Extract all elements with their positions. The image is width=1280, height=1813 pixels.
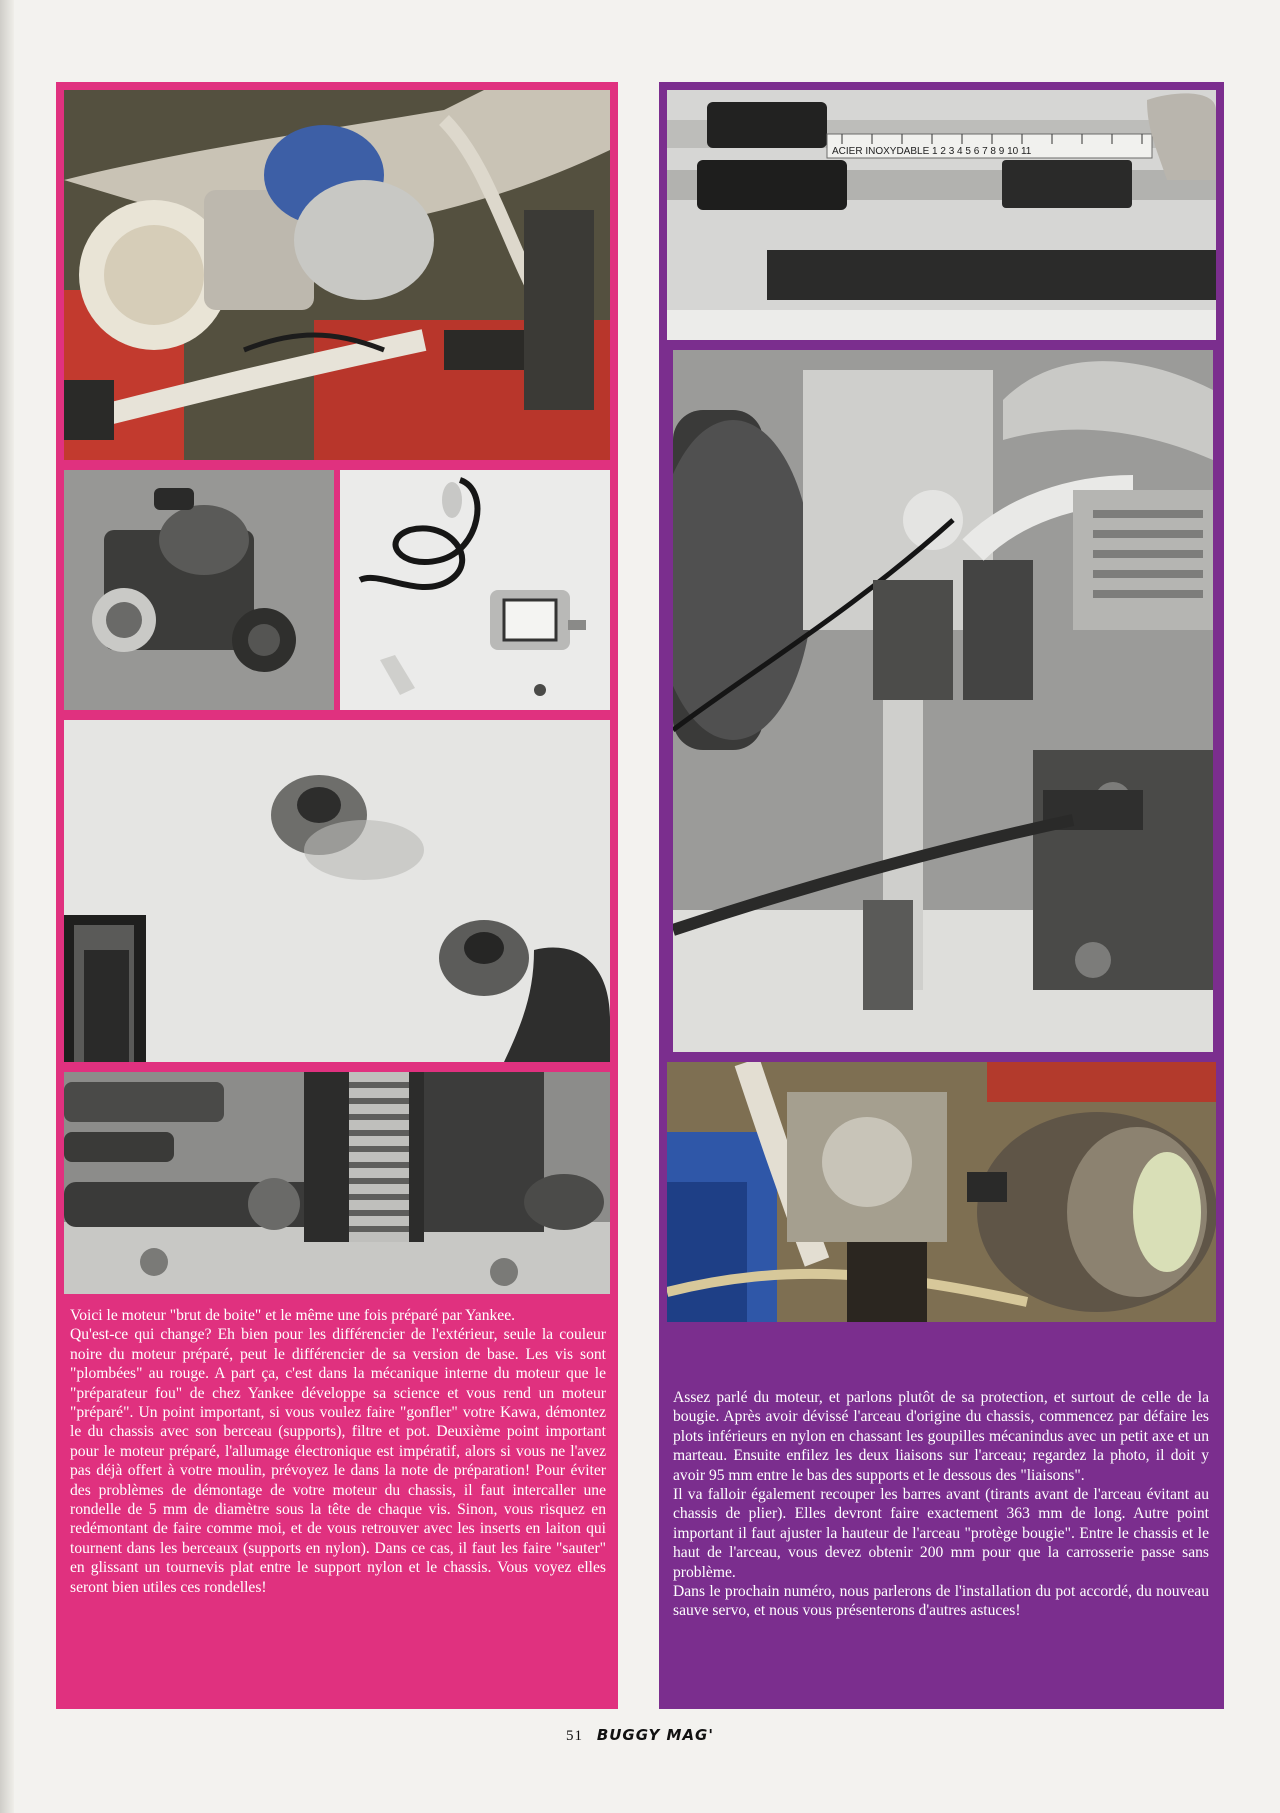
photo-electronic-ignition-parts [340, 470, 610, 710]
right-article-column [659, 82, 1224, 1709]
right-paragraph-next-issue: Dans le prochain numéro, nous parlerons de l'installation du pot accordé, du nouveau sauve servo, et nous vous présenterons d'autres astuces! [673, 1583, 1209, 1620]
left-paragraph-intro: Voici le moteur "brut de boite" et le même une fois préparé par Yankee. [70, 1307, 516, 1324]
right-article-text [673, 1388, 1209, 1621]
photo-chassis-gear-closeup [64, 1072, 610, 1294]
photo-roll-bar-spark-plug [673, 350, 1213, 1052]
photo-carburetor-air-filter [667, 1062, 1216, 1322]
page-number: 51 [566, 1728, 584, 1744]
photo-engine-raw [64, 470, 334, 710]
photo-ruler-liaisons [667, 90, 1216, 340]
magazine-name: BUGGY MAG' [596, 1726, 714, 1744]
left-article-text [70, 1306, 606, 1597]
right-paragraph-bars: Il va falloir également recouper les barres avant (tirants avant de l'arceau évitant au chassis de plier). Elles devront faire exactement 363 mm de long. Autre point important il faut ajuster la hauteur de l'arceau "protège bougie". Entre le chassis et le haut de l'arceau, vous devez obtenir 200 mm pour que la carrosserie passe sans problème. [673, 1486, 1209, 1581]
left-article-column [56, 82, 618, 1709]
ruler-markings: ACIER INOXYDABLE 1 2 3 4 5 6 7 8 9 10 11 [832, 146, 1032, 157]
right-paragraph-protection: Assez parlé du moteur, et parlons plutôt de sa protection, et surtout de celle de la bougie. Après avoir dévissé l'arceau d'origine du chassis, commencez par défaire les plots inférieurs en nylon en chassant les goupilles mécanindus avec un petit axe et un marteau. Ensuite enfilez les deux liaisons sur l'arceau; regardez la photo, il doit y avoir 95 mm entre le bas des supports et le dessous des "liaisons". [673, 1389, 1209, 1484]
photo-washer-screw-closeup [64, 720, 610, 1062]
page-spine-shadow [0, 0, 14, 1813]
page-footer [0, 1726, 1280, 1745]
left-paragraph-body: Qu'est-ce qui change? Eh bien pour les différencier de l'extérieur, seule la couleur noire du moteur préparé, peut le différencier de sa version de base. Les vis sont "plombées" au rouge. A part ça, c'est dans la mécanique interne du moteur que le "préparateur fou" de chez Yankee développe sa science et vous rend un moteur "préparé". Un point important, si vous voulez faire "gonfler" votre Kawa, démontez le du chassis avec son berceau (supports), filtre et pot. Deuxième point important pour le moteur préparé, l'allumage électronique est impératif, alors si vous ne l'avez pas déjà offert à votre moulin, prévoyez le dans la note de préparation! Pour éviter des problèmes de démontage de votre moteur du chassis, il faut intercaller une rondelle de 5 mm de diamètre sous la tête de chaque vis. Sinon, vous risquez en redémontant de faire comme moi, et de vous retrouver avec les inserts en laiton qui tournent dans les berceaux (supports en nylon). Dans ce cas, il faut les faire "sauter" en glissant un tournevis plat entre le support nylon et le chassis. Vous voyez elles seront bien utiles ces rondelles! [70, 1326, 606, 1596]
photo-engine-installed-color [64, 90, 610, 460]
